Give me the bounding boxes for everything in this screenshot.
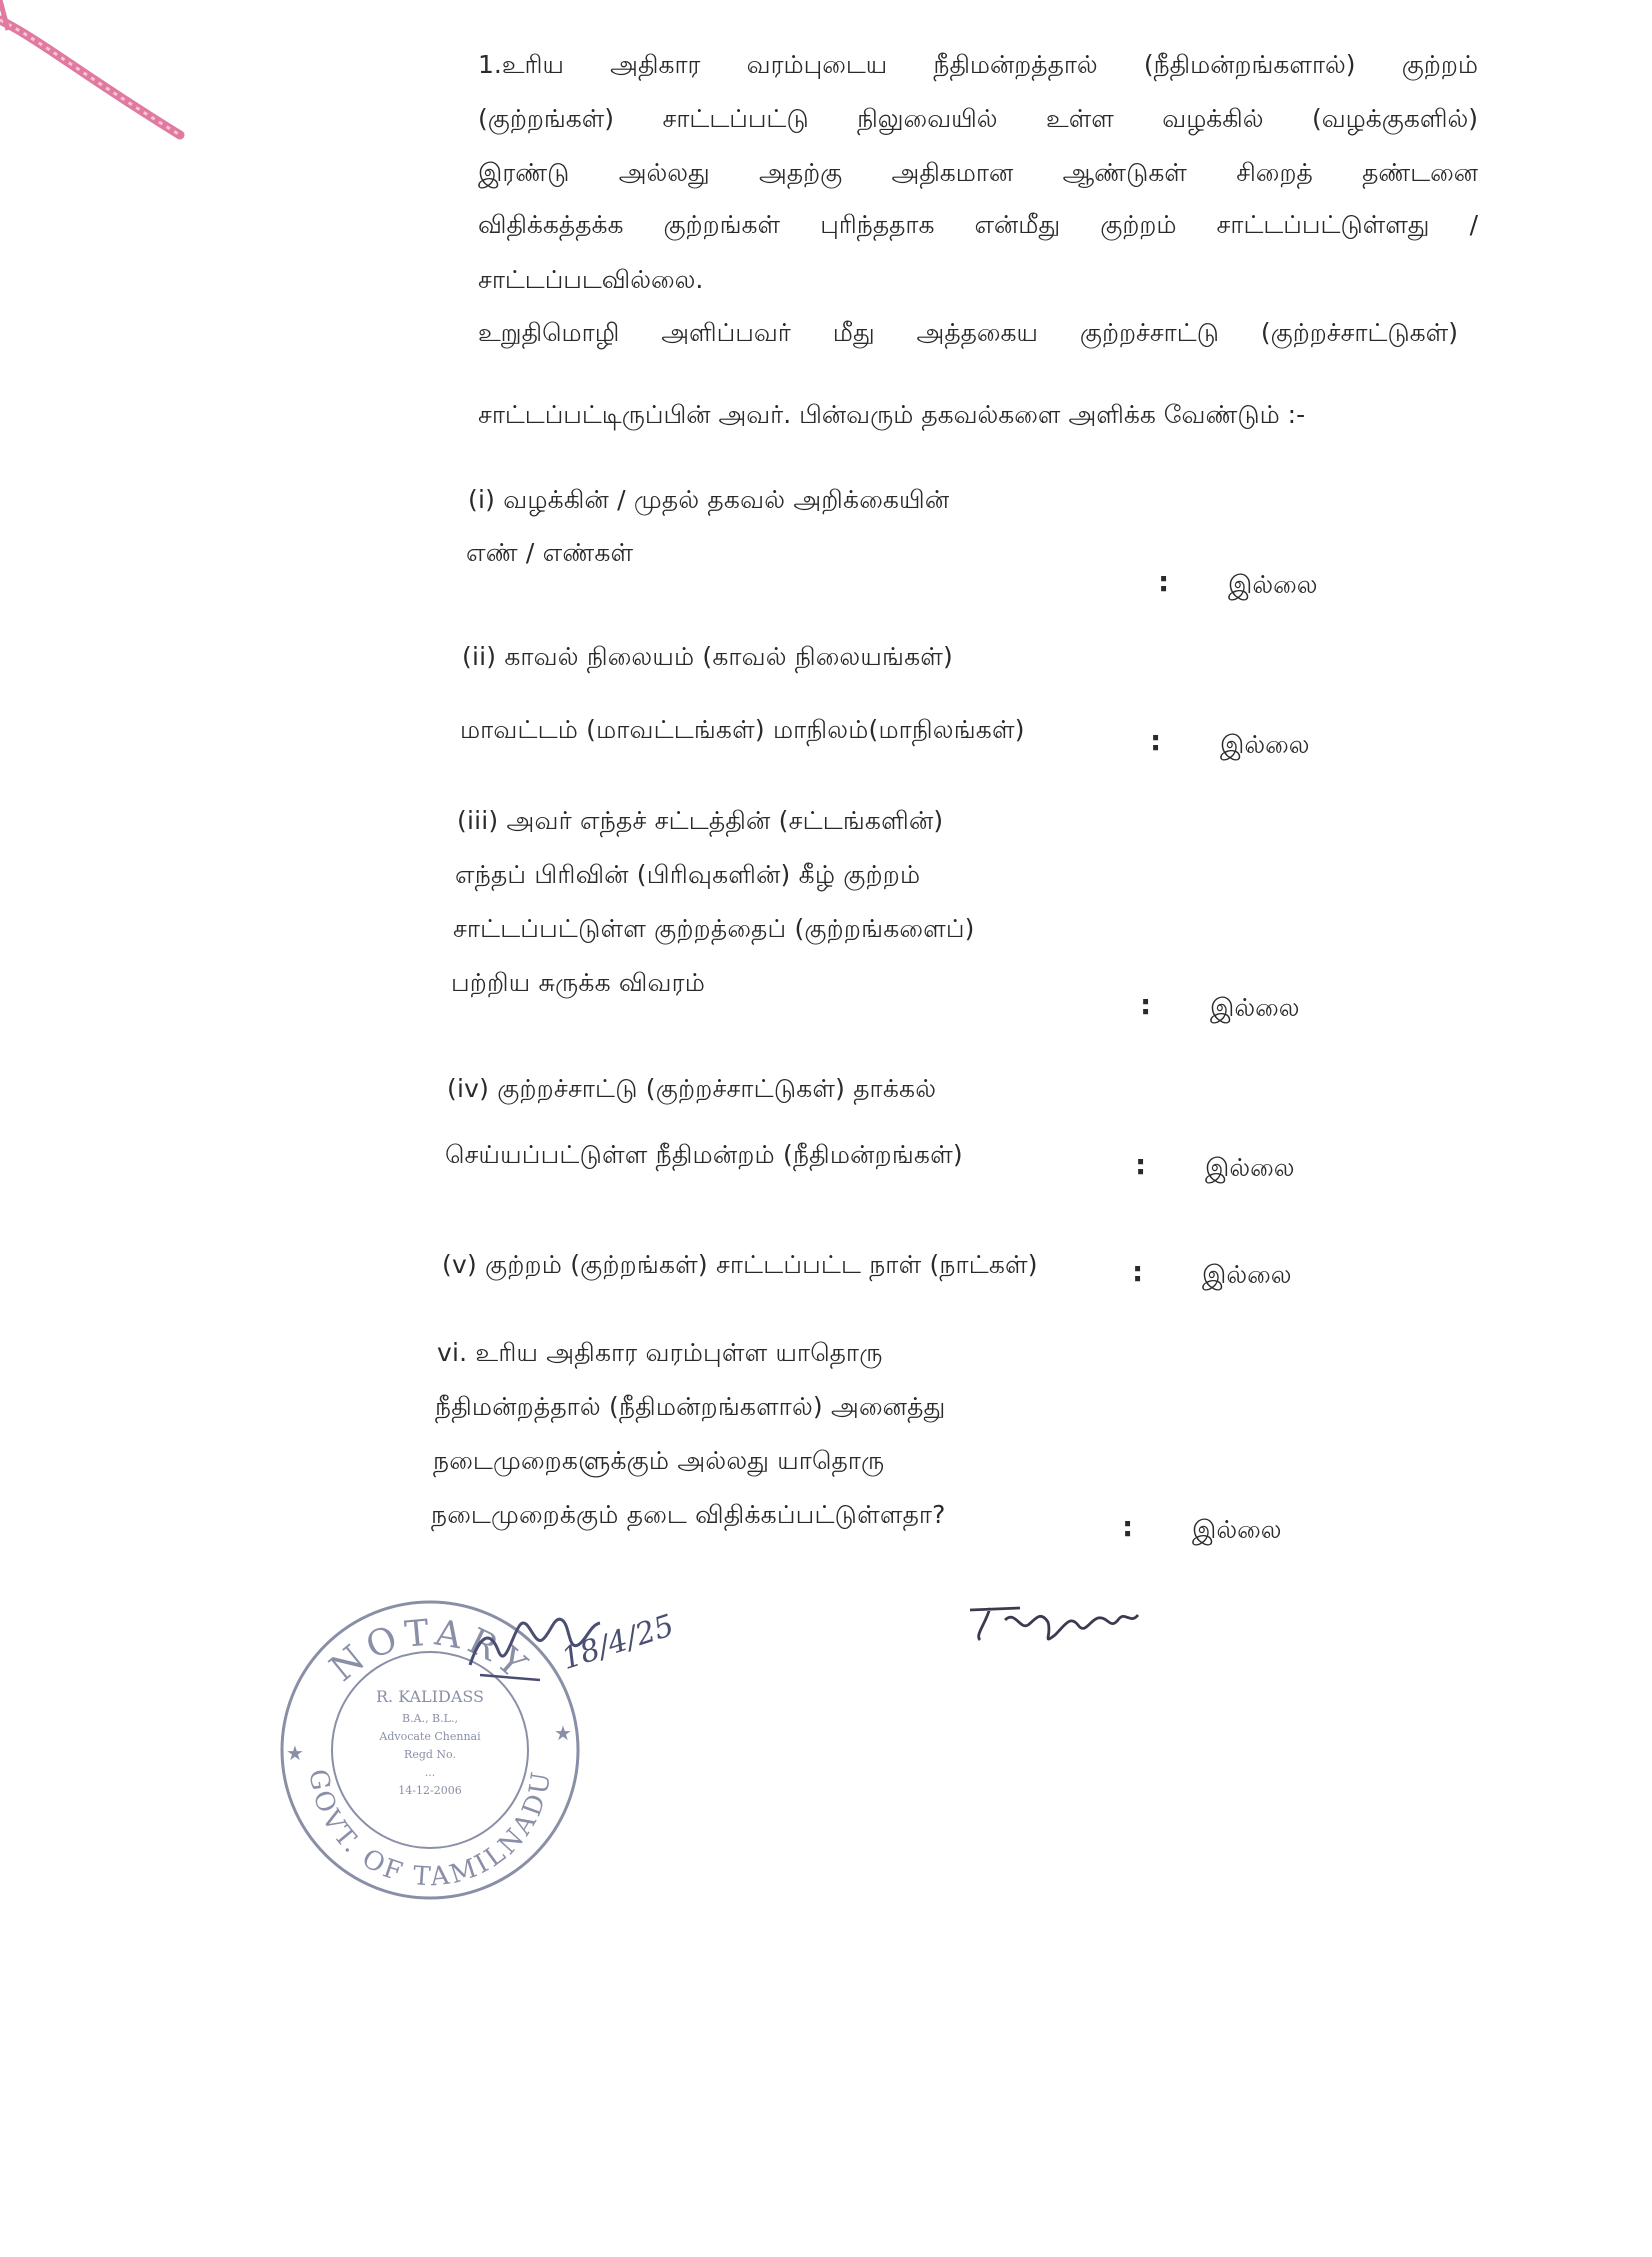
declaration-line-3: இரண்டு அல்லது அதற்கு அதிகமான ஆண்டுகள் சிறைத் தண்டனை: [478, 158, 1478, 187]
item-v-colon: :: [1132, 1255, 1144, 1288]
item-v-answer: இல்லை: [1202, 1260, 1292, 1289]
item-ii-line-2: மாவட்டம் (மாவட்டங்கள்) மாநிலம்(மாநிலங்கள்): [460, 715, 1025, 744]
seal-star-right-icon: ★: [554, 1721, 572, 1745]
item-i-line-2: எண் / எண்கள்: [466, 538, 634, 567]
seal-top-text: NOTARY: [322, 1612, 538, 1691]
seal-line-c: Regd No.: [404, 1748, 456, 1761]
item-iii-line-3: சாட்டப்பட்டுள்ள குற்றத்தைப் (குற்றங்களைப்): [453, 914, 975, 943]
item-i-line-1: (i) வழக்கின் / முதல் தகவல் அறிக்கையின்: [468, 485, 950, 514]
item-iii-answer: இல்லை: [1210, 993, 1300, 1022]
item-i-answer: இல்லை: [1228, 570, 1318, 599]
binding-thread: [0, 0, 200, 160]
item-ii-colon: :: [1150, 724, 1162, 757]
item-v-line-1: (v) குற்றம் (குற்றங்கள்) சாட்டப்பட்ட நாள் (நாட்கள்): [442, 1250, 1038, 1279]
item-vi-line-2: நீதிமன்றத்தால் (நீதிமன்றங்களால்) அனைத்து: [435, 1392, 946, 1421]
declaration-line-5: சாட்டப்படவில்லை.: [478, 265, 704, 294]
seal-line-a: B.A., B.L.,: [402, 1712, 458, 1725]
item-vi-colon: :: [1122, 1510, 1134, 1543]
declaration-line-4: விதிக்கத்தக்க குற்றங்கள் புரிந்ததாக என்மீது குற்றம் சாட்டப்பட்டுள்ளது /: [478, 210, 1478, 239]
item-ii-line-1: (ii) காவல் நிலையம் (காவல் நிலையங்கள்): [462, 642, 954, 671]
item-ii-answer: இல்லை: [1220, 730, 1310, 759]
item-vi-line-1: vi. உரிய அதிகார வரம்புள்ள யாதொரு: [437, 1338, 883, 1367]
item-iii-line-4: பற்றிய சுருக்க விவரம்: [451, 968, 706, 997]
item-iii-line-1: (iii) அவர் எந்தச் சட்டத்தின் (சட்டங்களின்): [457, 806, 944, 835]
seal-line-b: Advocate Chennai: [379, 1730, 481, 1743]
seal-bottom-text: GOVT. OF TAMILNADU: [302, 1767, 558, 1893]
item-iv-line-1: (iv) குற்றச்சாட்டு (குற்றச்சாட்டுகள்) தாக்கல்: [447, 1074, 937, 1103]
item-iii-colon: :: [1140, 988, 1152, 1021]
seal-star-left-icon: ★: [286, 1741, 304, 1765]
seal-line-e: 14-12-2006: [398, 1784, 462, 1797]
seal-name: R. KALIDASS: [375, 1687, 485, 1706]
declaration-line-6: உறுதிமொழி அளிப்பவர் மீது அத்தகைய குற்றச்சாட்டு (குற்றச்சாட்டுகள்): [478, 318, 1458, 347]
item-iv-colon: :: [1135, 1148, 1147, 1181]
declaration-line-7: சாட்டப்பட்டிருப்பின் அவர். பின்வரும் தகவல்களை அளிக்க வேண்டும் :-: [478, 400, 1306, 429]
deponent-signature: [960, 1580, 1160, 1660]
item-vi-line-4: நடைமுறைக்கும் தடை விதிக்கப்பட்டுள்ளதா?: [431, 1500, 946, 1529]
item-iv-answer: இல்லை: [1205, 1153, 1295, 1182]
item-iii-line-2: எந்தப் பிரிவின் (பிரிவுகளின்) கீழ் குற்றம்: [455, 860, 921, 889]
item-i-colon: :: [1158, 565, 1170, 598]
declaration-line-1: 1.உரிய அதிகார வரம்புடைய நீதிமன்றத்தால் (நீதிமன்றங்களால்) குற்றம்: [478, 50, 1478, 79]
item-vi-line-3: நடைமுறைகளுக்கும் அல்லது யாதொரு: [433, 1446, 885, 1475]
handwritten-date: 18/4/25: [557, 1607, 679, 1678]
item-vi-answer: இல்லை: [1192, 1515, 1282, 1544]
item-iv-line-2: செய்யப்பட்டுள்ள நீதிமன்றம் (நீதிமன்றங்கள்): [445, 1140, 963, 1169]
declaration-line-2: (குற்றங்கள்) சாட்டப்பட்டு நிலுவையில் உள்ள வழக்கில் (வழக்குகளில்): [478, 104, 1478, 133]
seal-line-d: ...: [424, 1766, 436, 1779]
